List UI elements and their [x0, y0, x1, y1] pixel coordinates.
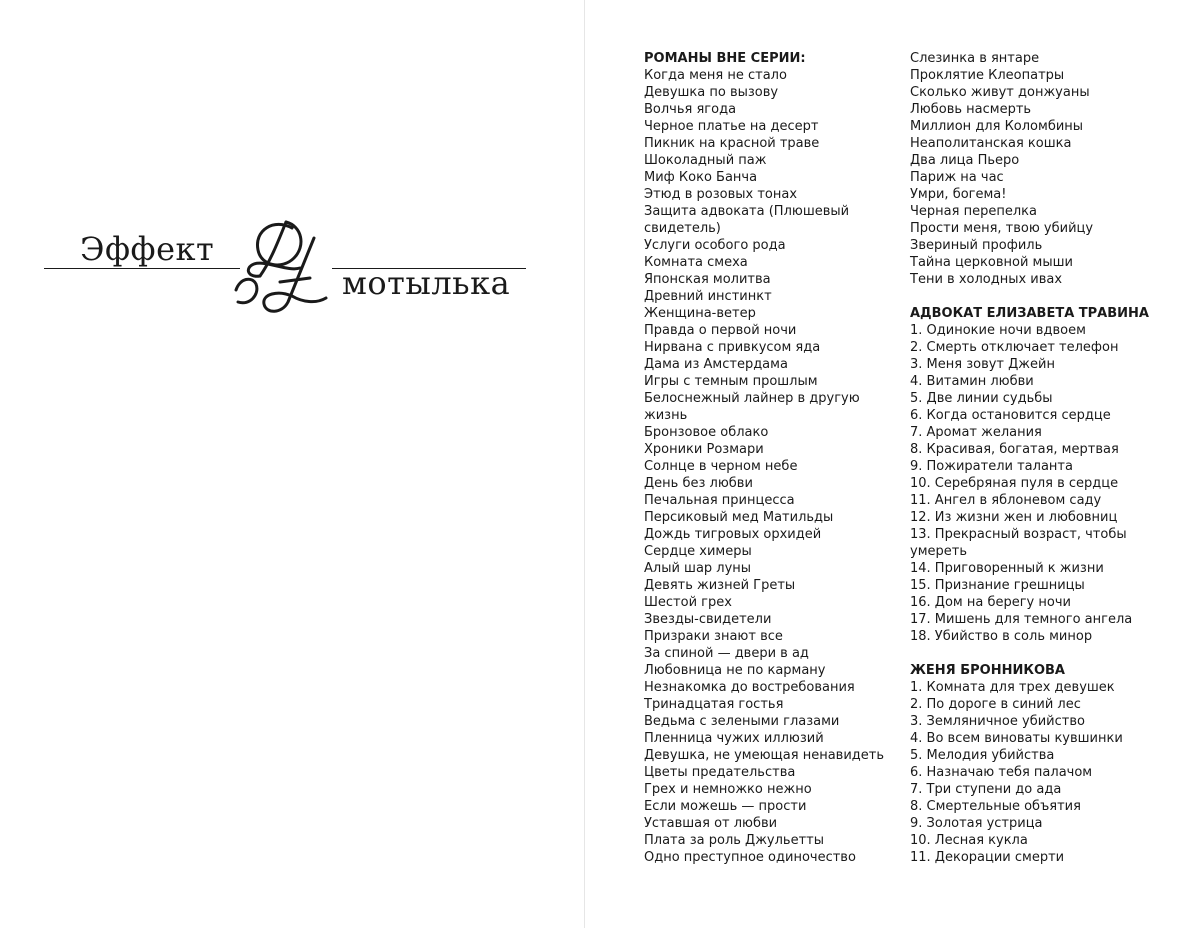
- list-item: Пленница чужих иллюзий: [644, 731, 824, 746]
- section-heading: РОМАНЫ ВНЕ СЕРИИ:: [644, 51, 806, 66]
- series-item: 5. Две линии судьбы: [910, 391, 1053, 406]
- section-gap: [910, 288, 1172, 305]
- title-word-2: мотылька: [342, 264, 511, 302]
- list-item: Комната смеха: [644, 255, 748, 270]
- list-item: Нирвана с привкусом яда: [644, 340, 821, 355]
- list-item: Алый шар луны: [644, 561, 752, 576]
- list-item: Услуги особого рода: [644, 238, 786, 253]
- series-item: 10. Серебряная пуля в сердце: [910, 476, 1119, 491]
- list-item: Незнакомка до востребования: [644, 680, 855, 695]
- series-item: 15. Признание грешницы: [910, 578, 1085, 593]
- series-item: 5. Мелодия убийства: [910, 748, 1055, 763]
- series-item: 7. Три ступени до ада: [910, 782, 1062, 797]
- series-item: 13. Прекрасный возраст, чтобы: [910, 527, 1127, 542]
- list-item: Два лица Пьеро: [910, 153, 1020, 168]
- series-item: 8. Смертельные объятия: [910, 799, 1081, 814]
- series-item: 3. Земляничное убийство: [910, 714, 1085, 729]
- list-item: Если можешь — прости: [644, 799, 807, 814]
- series-item: 16. Дом на берегу ночи: [910, 595, 1071, 610]
- series-item: 4. Витамин любви: [910, 374, 1034, 389]
- list-item: Защита адвоката (Плюшевый: [644, 204, 850, 219]
- list-item: Пикник на красной траве: [644, 136, 820, 151]
- list-item: Печальная принцесса: [644, 493, 795, 508]
- list-item: Бронзовое облако: [644, 425, 769, 440]
- list-item: Миллион для Коломбины: [910, 119, 1084, 134]
- series-item: 6. Назначаю тебя палачом: [910, 765, 1093, 780]
- list-column-1: [644, 50, 894, 866]
- list-item: Проклятие Клеопатры: [910, 68, 1065, 83]
- list-item: День без любви: [644, 476, 753, 491]
- list-item: Хроники Розмари: [644, 442, 764, 457]
- list-item: Древний инстинкт: [644, 289, 772, 304]
- list-item: Одно преступное одиночество: [644, 850, 856, 865]
- list-item: свидетель): [644, 221, 721, 236]
- list-item: Женщина-ветер: [644, 306, 756, 321]
- section-gap: [910, 645, 1172, 662]
- list-item: Шестой грех: [644, 595, 732, 610]
- series-item: 12. Из жизни жен и любовниц: [910, 510, 1118, 525]
- list-item: Сколько живут донжуаны: [910, 85, 1090, 100]
- series-item: 6. Когда остановится сердце: [910, 408, 1111, 423]
- list-item: Белоснежный лайнер в другую: [644, 391, 860, 406]
- series-item: 9. Пожиратели таланта: [910, 459, 1073, 474]
- book-title: [44, 212, 528, 322]
- list-item: жизнь: [644, 408, 688, 423]
- series-item: 7. Аромат желания: [910, 425, 1042, 440]
- list-item: Тени в холодных ивах: [910, 272, 1063, 287]
- page-divider: [584, 0, 585, 928]
- list-item: Когда меня не стало: [644, 68, 787, 83]
- list-item: Шоколадный паж: [644, 153, 767, 168]
- series-item: 18. Убийство в соль минор: [910, 629, 1093, 644]
- list-column-2: [910, 50, 1172, 866]
- series-item: 2. Смерть отключает телефон: [910, 340, 1119, 355]
- list-item: Правда о первой ночи: [644, 323, 797, 338]
- list-item: Грех и немножко нежно: [644, 782, 812, 797]
- list-item: Любовница не по карману: [644, 663, 826, 678]
- series-item: 3. Меня зовут Джейн: [910, 357, 1055, 372]
- list-item: Призраки знают все: [644, 629, 783, 644]
- list-item: Тринадцатая гостья: [644, 697, 784, 712]
- list-item: Уставшая от любви: [644, 816, 778, 831]
- list-item: Слезинка в янтаре: [910, 51, 1040, 66]
- list-item: Звериный профиль: [910, 238, 1043, 253]
- list-item: Дождь тигровых орхидей: [644, 527, 822, 542]
- list-item: Девушка по вызову: [644, 85, 779, 100]
- list-item: Черное платье на десерт: [644, 119, 819, 134]
- list-item: Этюд в розовых тонах: [644, 187, 798, 202]
- series-item: 8. Красивая, богатая, мертвая: [910, 442, 1119, 457]
- series-item: 17. Мишень для темного ангела: [910, 612, 1133, 627]
- series-heading-bronnikova: ЖЕНЯ БРОННИКОВА: [910, 663, 1065, 678]
- list-item: Игры с темным прошлым: [644, 374, 818, 389]
- series-item: 10. Лесная кукла: [910, 833, 1028, 848]
- list-item: Дама из Амстердама: [644, 357, 788, 372]
- list-item: Ведьма с зелеными глазами: [644, 714, 840, 729]
- series-item: умереть: [910, 544, 967, 559]
- list-item: Цветы предательства: [644, 765, 796, 780]
- series-item: 11. Декорации смерти: [910, 850, 1065, 865]
- list-item: Неаполитанская кошка: [910, 136, 1072, 151]
- list-item: Миф Коко Банча: [644, 170, 758, 185]
- title-rule-left: [44, 268, 240, 269]
- list-item: Персиковый мед Матильды: [644, 510, 834, 525]
- monogram-logo: [230, 212, 342, 322]
- list-item: Девушка, не умеющая ненавидеть: [644, 748, 885, 763]
- series-item: 4. Во всем виноваты кувшинки: [910, 731, 1123, 746]
- list-item: Звезды-свидетели: [644, 612, 772, 627]
- list-item: Париж на час: [910, 170, 1004, 185]
- list-item: Тайна церковной мыши: [910, 255, 1073, 270]
- series-item: 11. Ангел в яблоневом саду: [910, 493, 1102, 508]
- series-item: 1. Комната для трех девушек: [910, 680, 1115, 695]
- series-item: 2. По дороге в синий лес: [910, 697, 1081, 712]
- title-word-1: Эффект: [80, 230, 215, 268]
- list-item: Плата за роль Джульетты: [644, 833, 824, 848]
- list-item: Любовь насмерть: [910, 102, 1032, 117]
- list-item: За спиной — двери в ад: [644, 646, 809, 661]
- list-item: Сердце химеры: [644, 544, 752, 559]
- list-item: Солнце в черном небе: [644, 459, 798, 474]
- list-item: Прости меня, твою убийцу: [910, 221, 1094, 236]
- list-item: Японская молитва: [644, 272, 771, 287]
- list-item: Черная перепелка: [910, 204, 1037, 219]
- series-heading-travina: АДВОКАТ ЕЛИЗАВЕТА ТРАВИНА: [910, 306, 1149, 321]
- series-item: 1. Одинокие ночи вдвоем: [910, 323, 1086, 338]
- list-item: Девять жизней Греты: [644, 578, 796, 593]
- series-item: 9. Золотая устрица: [910, 816, 1043, 831]
- list-item: Волчья ягода: [644, 102, 737, 117]
- series-item: 14. Приговоренный к жизни: [910, 561, 1104, 576]
- list-item: Умри, богема!: [910, 187, 1007, 202]
